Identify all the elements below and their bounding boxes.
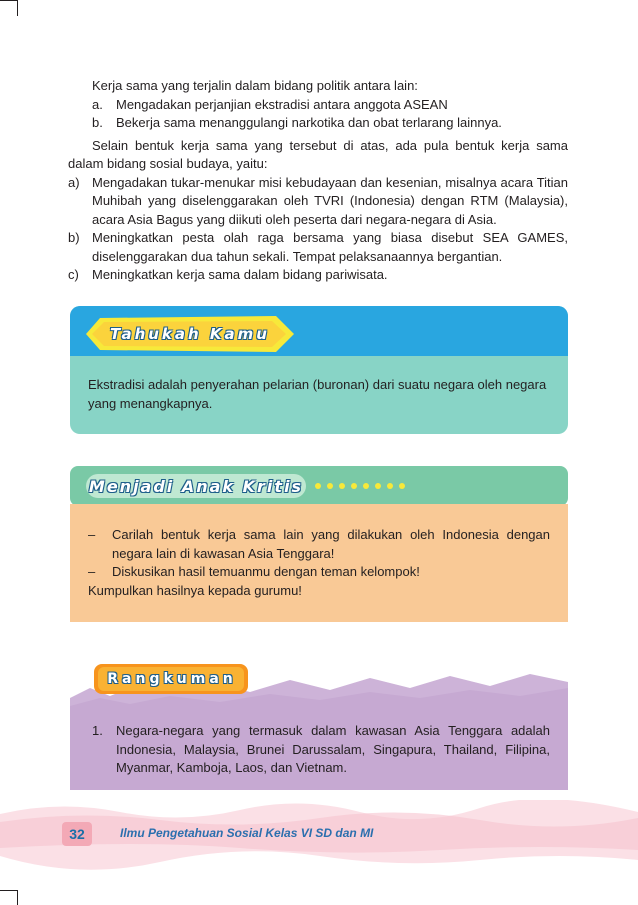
list-item-label: a. [92,96,103,112]
list-item-label: a) [68,174,80,190]
list-item-label: – [88,527,96,542]
tahukah-kamu-box [70,306,568,434]
list-item-label: – [88,564,96,579]
tahukah-header [70,306,568,362]
kritis-banner [86,470,416,502]
sosial-paragraph: Selain bentuk kerja sama yang tersebut di atas, ada pula bentuk kerja sama dalam bidang sosial budaya, yaitu: [68,137,568,171]
list-item-text: Bekerja sama menanggulangi narkotika dan obat terlarang lainnya. [116,115,502,130]
list-item [92,96,568,115]
crop-mark-top-left-v [17,0,18,16]
tahukah-banner [80,312,300,356]
rangkuman-body [70,714,568,778]
page-number: 32 [62,822,92,846]
list-item [88,563,550,582]
intro-section [68,77,568,285]
list-item-text: Meningkatkan pesta olah raga bersama yang biasa disebut SEA GAMES, diselenggarakan dua tahun sekali. Tempat pelaksanaannya bergantian. [92,230,568,264]
kritis-header [70,466,568,506]
book-title: Ilmu Pengetahuan Sosial Kelas VI SD dan MI [120,826,374,840]
list-item [88,526,550,563]
kritis-body [70,506,568,600]
list-item-label: b. [92,115,103,130]
crop-mark-top-left [0,0,18,1]
politik-heading: Kerja sama yang terjalin dalam bidang politik antara lain: [92,78,418,93]
list-item-label: 1. [92,723,103,738]
rangkuman-header [70,658,568,714]
footer-decoration [0,800,638,905]
list-item [68,174,568,230]
list-item-text: Diskusikan hasil temuanmu dengan teman kelompok! [112,564,420,579]
rangkuman-title: Rangkuman [107,671,237,687]
list-item-text: Carilah bentuk kerja sama lain yang dilakukan oleh Indonesia dengan negara lain di kawasan Asia Tenggara! [112,527,550,561]
list-item-label: c) [68,267,79,282]
sosial-list [68,174,568,285]
list-item-text: Negara-negara yang termasuk dalam kawasan Asia Tenggara adalah Indonesia, Malaysia, Brunei Darussalam, Singapura, Thailand, Filipina, Myanmar, Kamboja, Laos, dan Vietnam. [116,723,550,775]
list-item [68,229,568,266]
list-item-text: Meningkatkan kerja sama dalam bidang pariwisata. [92,267,388,282]
list-item [68,266,568,285]
rangkuman-box [70,658,568,790]
kritis-closing: Kumpulkan hasilnya kepada gurumu! [88,582,302,598]
list-item-text: Mengadakan perjanjian ekstradisi antara anggota ASEAN [116,96,448,112]
list-item [92,722,550,778]
anak-kritis-box [70,466,568,622]
kritis-title: Menjadi Anak Kritis [88,476,304,496]
tahukah-body: Ekstradisi adalah penyerahan pelarian (buronan) dari suatu negara oleh negara yang menangkapnya. [88,377,547,411]
politik-list [68,96,568,133]
list-item [92,114,568,133]
rangkuman-banner [92,662,252,696]
tahukah-title: Tahukah Kamu [110,325,270,343]
list-item-label: b) [68,230,80,245]
list-item-text: Mengadakan tukar-menukar misi kebudayaan dan kesenian, misalnya acara Titian Muhibah yang diselenggarakan oleh TVRI (Indonesia) dengan RTM (Malaysia), acara Asia Bagus yang diikuti oleh peserta dari negara-negara di Asia. [92,174,568,227]
